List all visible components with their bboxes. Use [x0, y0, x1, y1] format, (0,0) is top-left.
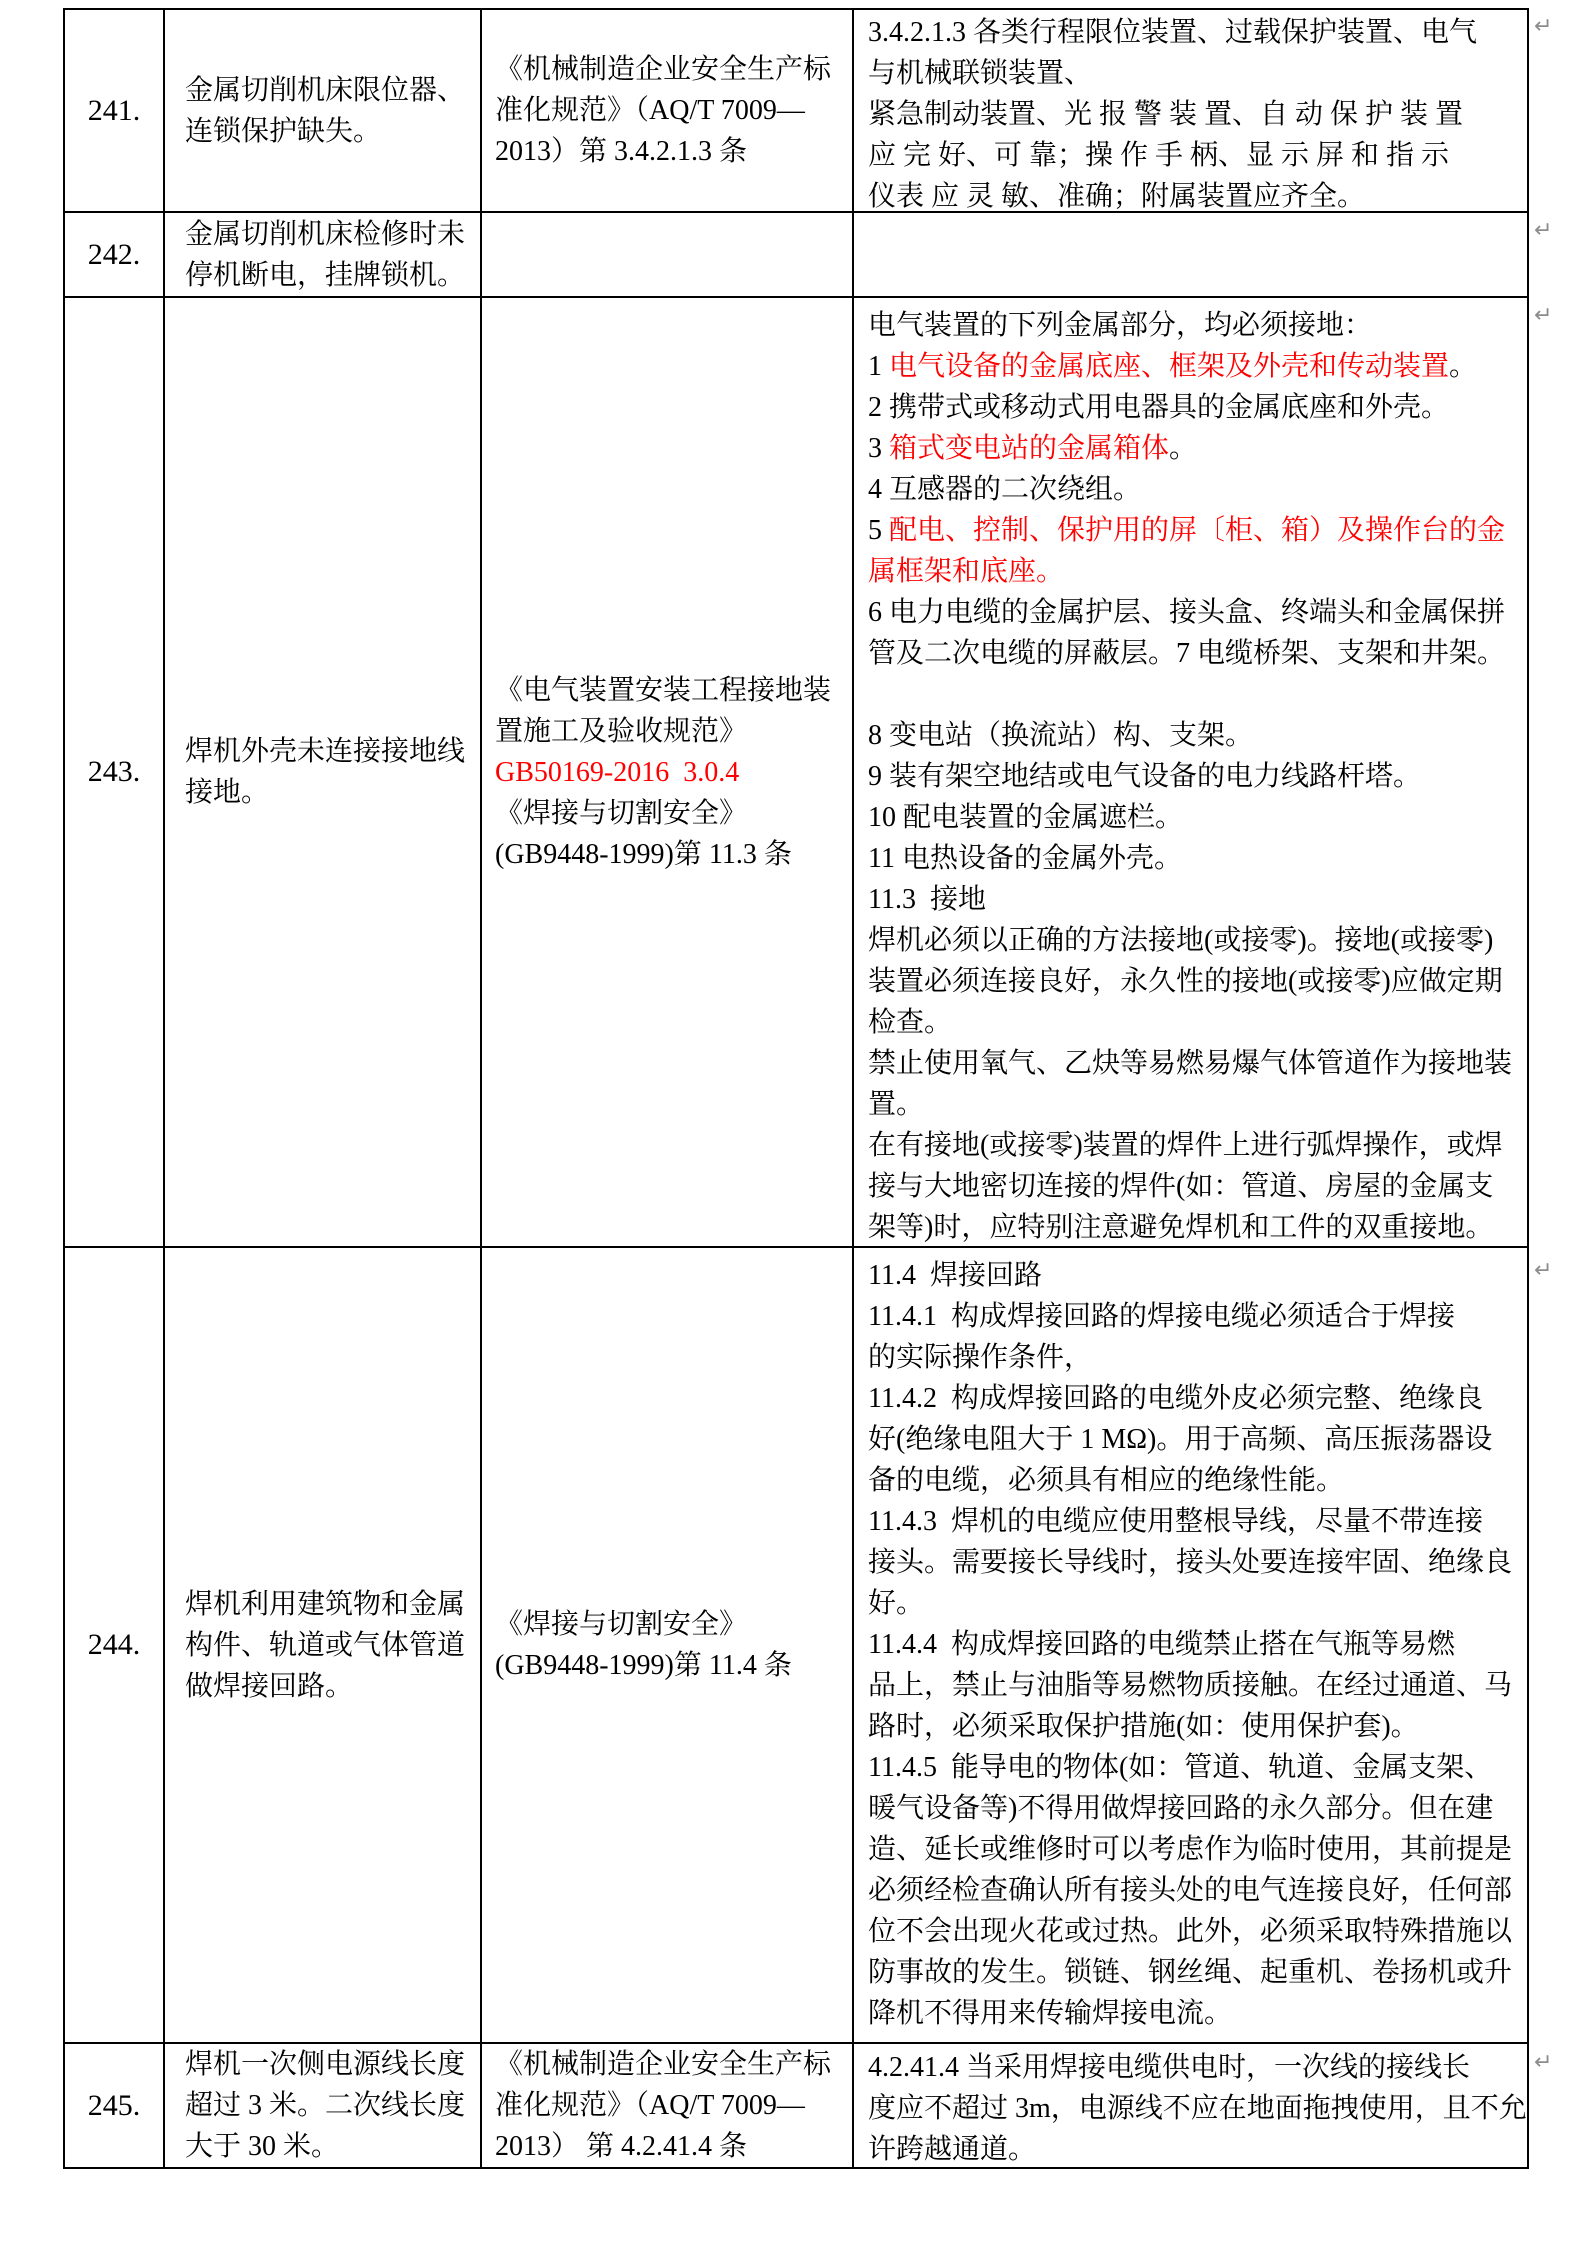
text-line: (GB9448-1999)第 11.3 条 [495, 838, 792, 870]
text-line: GB50169-2016 3.0.4 [495, 756, 740, 788]
text-line: 位不会出现火花或过热。此外，必须采取特殊措施以 [868, 1916, 1513, 1947]
hazard-description [165, 213, 482, 298]
text-line: 的实际操作条件， [868, 1342, 1093, 1373]
text-line: 11.4.5 能导电的物体(如：管道、轨道、金属支架、 [868, 1752, 1493, 1783]
standard-reference [482, 2044, 854, 2169]
text-line: 许跨越通道。 [868, 2134, 1037, 2165]
text-line: 金属切削机床检修时未 [185, 218, 466, 250]
text-line: 停机断电，挂牌锁机。 [185, 259, 466, 291]
text-line: 造、延长或维修时可以考虑作为临时使用，其前提是 [868, 1834, 1513, 1865]
text-line: 好。 [868, 1588, 925, 1619]
regulation-text [854, 1248, 1529, 2044]
text-line: 11.4.2 构成焊接回路的电缆外皮必须完整、绝缘良 [868, 1383, 1483, 1414]
text-line: 1 电气设备的金属底座、框架及外壳和传动装置。 [868, 351, 1478, 382]
text-line: 焊机利用建筑物和金属 [185, 1588, 466, 1620]
text-line: 做焊接回路。 [185, 1670, 354, 1702]
text-line: 焊机一次侧电源线长度 [185, 2049, 466, 2080]
text-line: 必须经检查确认所有接头处的电气连接良好，任何部 [868, 1875, 1513, 1906]
row-number: 245. [65, 2044, 165, 2169]
text-line: 金属切削机床限位器、 [185, 74, 466, 106]
hazard-description [165, 1248, 482, 2044]
text-line: 在有接地(或接零)装置的焊件上进行弧焊操作，或焊 [868, 1130, 1503, 1161]
standard-reference [482, 298, 854, 1248]
text-line: 4 互感器的二次绕组。 [868, 474, 1142, 505]
text-line: 《机械制造企业安全生产标 [495, 2049, 832, 2080]
regulation-table [63, 8, 1529, 2169]
text-line: 11.4 焊接回路 [868, 1260, 1042, 1291]
text-line: 装置必须连接良好，永久性的接地(或接零)应做定期 [868, 966, 1503, 997]
text-line: 10 配电装置的金属遮栏。 [868, 802, 1184, 833]
text-line: 11.3 接地 [868, 884, 986, 915]
text-line: 《电气装置安装工程接地装 [495, 674, 832, 706]
paragraph-mark-icon: ↵ [1534, 2050, 1553, 2075]
text-line: 路时，必须采取保护措施(如：使用保护套)。 [868, 1711, 1419, 1742]
standard-reference [482, 1248, 854, 2044]
row-number: 242. [65, 213, 165, 298]
text-line: 准化规范》（AQ/T 7009— [495, 2090, 805, 2121]
row-number: 243. [65, 298, 165, 1248]
text-line: 接地。 [185, 777, 270, 808]
text-line: 应 完 好、可 靠；操 作 手 柄、显 示 屏 和 指 示 [868, 140, 1450, 171]
text-line: 度应不超过 3m，电源线不应在地面拖拽使用，且不允 [868, 2093, 1527, 2124]
text-line: 好(绝缘电阻大于 1 MΩ)。用于高频、高压振荡器设 [868, 1424, 1493, 1455]
text-line: 置。 [868, 1089, 925, 1120]
text-line: 3.4.2.1.3 各类行程限位装置、过载保护装置、电气 [868, 17, 1478, 48]
text-line: 降机不得用来传输焊接电流。 [868, 1998, 1233, 2029]
text-line: 超过 3 米。二次线长度 [185, 2090, 466, 2121]
paragraph-mark-icon: ↵ [1534, 1258, 1553, 1283]
text-line: 8 变电站（换流站）构、支架。 [868, 720, 1254, 751]
standard-reference [482, 213, 854, 298]
text-line: 仪表 应 灵 敏、准确；附属装置应齐全。 [868, 181, 1366, 212]
text-line: 准化规范》（AQ/T 7009— [495, 95, 805, 126]
text-line: 防事故的发生。锁链、钢丝绳、起重机、卷扬机或升 [868, 1957, 1513, 1988]
text-line: 构件、轨道或气体管道 [185, 1629, 466, 1661]
text-line: 11.4.3 焊机的电缆应使用整根导线，尽量不带连接 [868, 1506, 1483, 1537]
text-line: 4.2.41.4 当采用焊接电缆供电时，一次线的接线长 [868, 2052, 1471, 2083]
regulation-text [854, 298, 1529, 1248]
row-number: 241. [65, 10, 165, 213]
text-line: 暖气设备等)不得用做焊接回路的永久部分。但在建 [868, 1793, 1494, 1824]
regulation-text [854, 10, 1529, 213]
text-line: 5 配电、控制、保护用的屏〔柜、箱）及操作台的金 [868, 515, 1506, 546]
hazard-description [165, 298, 482, 1248]
text-line: (GB9448-1999)第 11.4 条 [495, 1650, 792, 1681]
text-line: 品上，禁止与油脂等易燃物质接触。在经过通道、马 [868, 1670, 1513, 1701]
text-line: 9 装有架空地结或电气设备的电力线路杆塔。 [868, 761, 1422, 792]
text-line: 备的电缆，必须具有相应的绝缘性能。 [868, 1465, 1345, 1496]
text-line: 电气装置的下列金属部分，均必须接地： [868, 310, 1373, 341]
text-line: 检查。 [868, 1007, 953, 1038]
regulation-text [854, 2044, 1529, 2169]
text-line: 管及二次电缆的屏蔽层。7 电缆桥架、支架和井架。 [868, 638, 1506, 669]
text-line: 与机械联锁装置、 [868, 58, 1093, 89]
text-line: 架等)时，应特别注意避免焊机和工件的双重接地。 [868, 1212, 1494, 1243]
text-line: 紧急制动装置、光 报 警 装 置、自 动 保 护 装 置 [868, 99, 1464, 130]
text-line: 置施工及验收规范》 [495, 715, 748, 747]
text-line: 2 携带式或移动式用电器具的金属底座和外壳。 [868, 392, 1450, 423]
text-line: 2013）第 3.4.2.1.3 条 [495, 136, 748, 167]
text-line [868, 674, 1517, 715]
row-number: 244. [65, 1248, 165, 2044]
text-line: 11.4.4 构成焊接回路的电缆禁止搭在气瓶等易燃 [868, 1629, 1455, 1660]
hazard-description [165, 2044, 482, 2169]
hazard-description [165, 10, 482, 213]
paragraph-mark-icon: ↵ [1534, 218, 1553, 243]
text-line: 焊机必须以正确的方法接地(或接零)。接地(或接零) [868, 925, 1494, 956]
text-line: 接与大地密切连接的焊件(如：管道、房屋的金属支 [868, 1171, 1494, 1202]
text-line: 3 箱式变电站的金属箱体。 [868, 433, 1198, 464]
paragraph-mark-icon: ↵ [1534, 14, 1553, 39]
regulation-text [854, 213, 1529, 298]
text-line: 接头。需要接长导线时，接头处要连接牢固、绝缘良 [868, 1547, 1513, 1578]
standard-reference [482, 10, 854, 213]
paragraph-mark-icon: ↵ [1534, 303, 1553, 328]
text-line: 焊机外壳未连接接地线 [185, 736, 466, 767]
text-line: 大于 30 米。 [185, 2131, 340, 2162]
text-line: 属框架和底座。 [868, 556, 1065, 587]
text-line: 《焊接与切割安全》 [495, 797, 748, 829]
text-line: 禁止使用氧气、乙炔等易燃易爆气体管道作为接地装 [868, 1048, 1513, 1079]
text-line: 《焊接与切割安全》 [495, 1609, 748, 1640]
text-line: 11.4.1 构成焊接回路的焊接电缆必须适合于焊接 [868, 1301, 1455, 1332]
text-line: 6 电力电缆的金属护层、接头盒、终端头和金属保拼 [868, 597, 1506, 628]
text-line: 2013） 第 4.2.41.4 条 [495, 2131, 748, 2162]
text-line: 11 电热设备的金属外壳。 [868, 843, 1182, 874]
text-line: 《机械制造企业安全生产标 [495, 54, 832, 85]
text-line: 连锁保护缺失。 [185, 115, 382, 147]
